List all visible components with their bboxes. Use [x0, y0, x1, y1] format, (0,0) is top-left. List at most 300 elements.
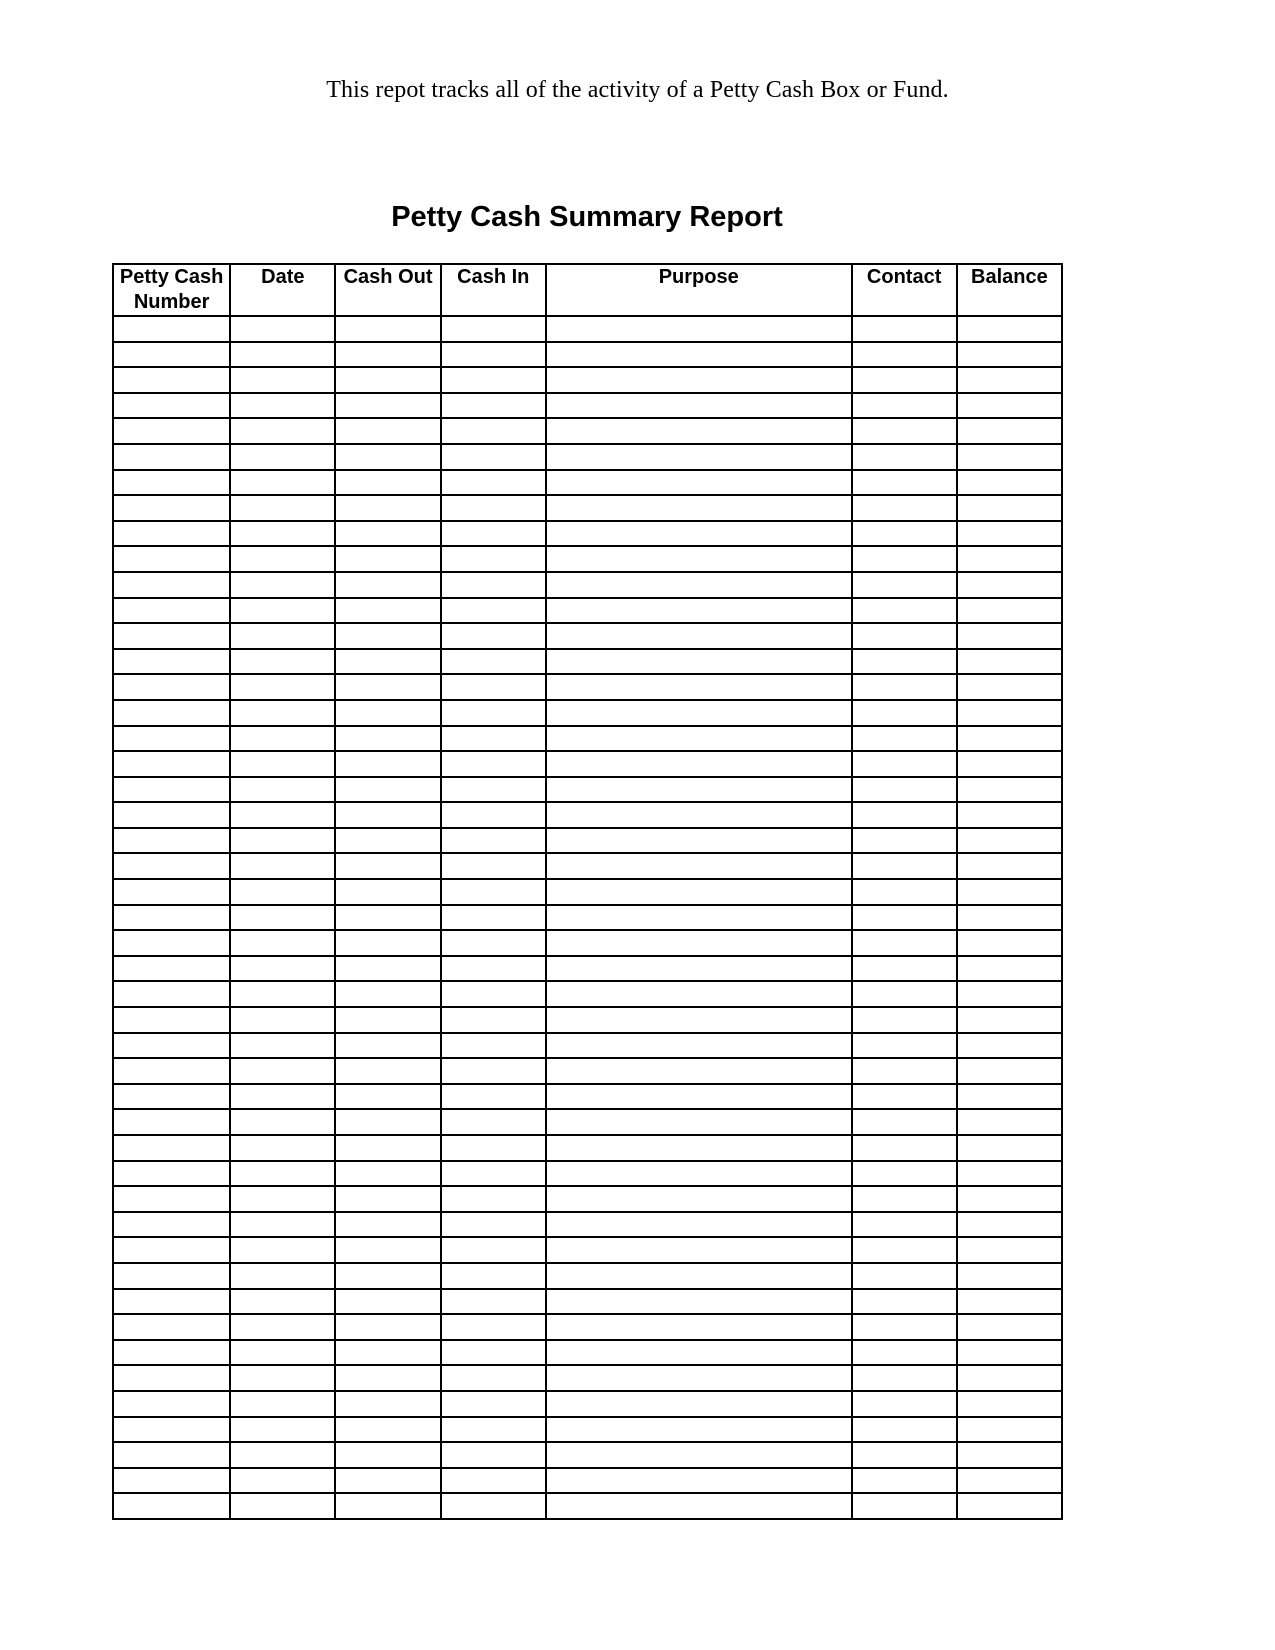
- table-cell-date[interactable]: [230, 1314, 335, 1340]
- table-cell-contact[interactable]: [852, 853, 957, 879]
- table-cell-number[interactable]: [113, 367, 230, 393]
- table-cell-number[interactable]: [113, 1161, 230, 1187]
- table-cell-contact[interactable]: [852, 1084, 957, 1110]
- table-cell-number[interactable]: [113, 1212, 230, 1238]
- table-cell-date[interactable]: [230, 367, 335, 393]
- table-cell-cash-in[interactable]: [441, 1340, 546, 1366]
- table-cell-cash-in[interactable]: [441, 1365, 546, 1391]
- table-cell-number[interactable]: [113, 598, 230, 624]
- table-cell-purpose[interactable]: [546, 1391, 852, 1417]
- table-cell-cash-in[interactable]: [441, 316, 546, 342]
- table-cell-balance[interactable]: [957, 495, 1062, 521]
- table-cell-purpose[interactable]: [546, 470, 852, 496]
- table-cell-balance[interactable]: [957, 546, 1062, 572]
- table-cell-contact[interactable]: [852, 1109, 957, 1135]
- table-cell-contact[interactable]: [852, 1417, 957, 1443]
- table-cell-number[interactable]: [113, 1186, 230, 1212]
- table-cell-contact[interactable]: [852, 1442, 957, 1468]
- table-cell-purpose[interactable]: [546, 316, 852, 342]
- table-cell-contact[interactable]: [852, 777, 957, 803]
- table-cell-number[interactable]: [113, 981, 230, 1007]
- table-cell-number[interactable]: [113, 572, 230, 598]
- table-cell-cash-in[interactable]: [441, 828, 546, 854]
- table-cell-number[interactable]: [113, 1084, 230, 1110]
- table-cell-number[interactable]: [113, 828, 230, 854]
- table-cell-balance[interactable]: [957, 393, 1062, 419]
- table-cell-cash-out[interactable]: [335, 956, 440, 982]
- table-cell-cash-out[interactable]: [335, 1365, 440, 1391]
- table-cell-purpose[interactable]: [546, 1314, 852, 1340]
- table-cell-purpose[interactable]: [546, 751, 852, 777]
- table-cell-balance[interactable]: [957, 700, 1062, 726]
- table-cell-number[interactable]: [113, 649, 230, 675]
- table-cell-cash-in[interactable]: [441, 546, 546, 572]
- table-cell-number[interactable]: [113, 751, 230, 777]
- table-cell-contact[interactable]: [852, 572, 957, 598]
- table-cell-balance[interactable]: [957, 1289, 1062, 1315]
- table-cell-contact[interactable]: [852, 674, 957, 700]
- table-cell-purpose[interactable]: [546, 1493, 852, 1519]
- table-cell-contact[interactable]: [852, 1391, 957, 1417]
- table-cell-contact[interactable]: [852, 1007, 957, 1033]
- table-cell-purpose[interactable]: [546, 546, 852, 572]
- table-cell-purpose[interactable]: [546, 1186, 852, 1212]
- table-cell-cash-in[interactable]: [441, 853, 546, 879]
- table-cell-cash-in[interactable]: [441, 674, 546, 700]
- table-cell-balance[interactable]: [957, 777, 1062, 803]
- table-cell-cash-in[interactable]: [441, 418, 546, 444]
- table-cell-cash-in[interactable]: [441, 1468, 546, 1494]
- table-cell-number[interactable]: [113, 1442, 230, 1468]
- table-cell-number[interactable]: [113, 1391, 230, 1417]
- table-cell-cash-out[interactable]: [335, 649, 440, 675]
- table-cell-balance[interactable]: [957, 879, 1062, 905]
- table-cell-number[interactable]: [113, 1417, 230, 1443]
- table-cell-purpose[interactable]: [546, 981, 852, 1007]
- table-cell-contact[interactable]: [852, 521, 957, 547]
- table-cell-date[interactable]: [230, 316, 335, 342]
- table-cell-cash-in[interactable]: [441, 393, 546, 419]
- table-cell-date[interactable]: [230, 1212, 335, 1238]
- table-cell-cash-in[interactable]: [441, 342, 546, 368]
- table-cell-cash-out[interactable]: [335, 1340, 440, 1366]
- table-cell-contact[interactable]: [852, 751, 957, 777]
- table-cell-purpose[interactable]: [546, 700, 852, 726]
- table-cell-cash-in[interactable]: [441, 879, 546, 905]
- table-cell-date[interactable]: [230, 1135, 335, 1161]
- table-cell-cash-in[interactable]: [441, 726, 546, 752]
- table-cell-cash-out[interactable]: [335, 905, 440, 931]
- table-cell-balance[interactable]: [957, 1084, 1062, 1110]
- table-cell-contact[interactable]: [852, 981, 957, 1007]
- table-cell-cash-in[interactable]: [441, 444, 546, 470]
- table-cell-purpose[interactable]: [546, 572, 852, 598]
- table-cell-balance[interactable]: [957, 418, 1062, 444]
- table-cell-number[interactable]: [113, 905, 230, 931]
- table-cell-cash-out[interactable]: [335, 1442, 440, 1468]
- table-cell-balance[interactable]: [957, 444, 1062, 470]
- table-cell-cash-out[interactable]: [335, 598, 440, 624]
- table-cell-contact[interactable]: [852, 1033, 957, 1059]
- table-cell-purpose[interactable]: [546, 853, 852, 879]
- table-cell-balance[interactable]: [957, 956, 1062, 982]
- table-cell-number[interactable]: [113, 1468, 230, 1494]
- table-cell-date[interactable]: [230, 674, 335, 700]
- table-cell-balance[interactable]: [957, 674, 1062, 700]
- table-cell-purpose[interactable]: [546, 828, 852, 854]
- table-cell-date[interactable]: [230, 879, 335, 905]
- table-cell-cash-in[interactable]: [441, 1493, 546, 1519]
- table-cell-balance[interactable]: [957, 521, 1062, 547]
- table-cell-cash-out[interactable]: [335, 828, 440, 854]
- table-cell-number[interactable]: [113, 444, 230, 470]
- table-cell-contact[interactable]: [852, 367, 957, 393]
- table-cell-balance[interactable]: [957, 1058, 1062, 1084]
- table-cell-date[interactable]: [230, 751, 335, 777]
- table-cell-cash-out[interactable]: [335, 879, 440, 905]
- table-cell-cash-out[interactable]: [335, 981, 440, 1007]
- table-cell-number[interactable]: [113, 393, 230, 419]
- table-cell-date[interactable]: [230, 1391, 335, 1417]
- table-cell-cash-out[interactable]: [335, 1212, 440, 1238]
- table-cell-balance[interactable]: [957, 316, 1062, 342]
- table-cell-balance[interactable]: [957, 367, 1062, 393]
- table-cell-cash-out[interactable]: [335, 1186, 440, 1212]
- table-cell-cash-in[interactable]: [441, 956, 546, 982]
- table-cell-date[interactable]: [230, 623, 335, 649]
- table-cell-number[interactable]: [113, 521, 230, 547]
- table-cell-contact[interactable]: [852, 546, 957, 572]
- table-cell-cash-in[interactable]: [441, 1161, 546, 1187]
- table-cell-balance[interactable]: [957, 1493, 1062, 1519]
- table-cell-cash-out[interactable]: [335, 444, 440, 470]
- table-cell-date[interactable]: [230, 418, 335, 444]
- table-cell-number[interactable]: [113, 1314, 230, 1340]
- table-cell-purpose[interactable]: [546, 879, 852, 905]
- table-cell-date[interactable]: [230, 1340, 335, 1366]
- table-cell-balance[interactable]: [957, 1237, 1062, 1263]
- table-cell-contact[interactable]: [852, 444, 957, 470]
- table-cell-date[interactable]: [230, 1109, 335, 1135]
- table-cell-purpose[interactable]: [546, 726, 852, 752]
- table-cell-balance[interactable]: [957, 1468, 1062, 1494]
- table-cell-contact[interactable]: [852, 956, 957, 982]
- table-cell-number[interactable]: [113, 956, 230, 982]
- table-cell-cash-in[interactable]: [441, 1084, 546, 1110]
- table-cell-date[interactable]: [230, 802, 335, 828]
- table-cell-balance[interactable]: [957, 1391, 1062, 1417]
- table-cell-balance[interactable]: [957, 930, 1062, 956]
- table-cell-cash-in[interactable]: [441, 1263, 546, 1289]
- table-cell-balance[interactable]: [957, 1109, 1062, 1135]
- table-cell-balance[interactable]: [957, 1161, 1062, 1187]
- table-cell-contact[interactable]: [852, 930, 957, 956]
- table-cell-balance[interactable]: [957, 853, 1062, 879]
- table-cell-cash-in[interactable]: [441, 1442, 546, 1468]
- table-cell-number[interactable]: [113, 879, 230, 905]
- table-cell-balance[interactable]: [957, 649, 1062, 675]
- table-cell-purpose[interactable]: [546, 598, 852, 624]
- table-cell-purpose[interactable]: [546, 495, 852, 521]
- table-cell-balance[interactable]: [957, 1186, 1062, 1212]
- table-cell-date[interactable]: [230, 828, 335, 854]
- table-cell-cash-in[interactable]: [441, 367, 546, 393]
- table-cell-purpose[interactable]: [546, 393, 852, 419]
- table-cell-balance[interactable]: [957, 1007, 1062, 1033]
- table-cell-date[interactable]: [230, 546, 335, 572]
- table-cell-number[interactable]: [113, 546, 230, 572]
- table-cell-cash-in[interactable]: [441, 572, 546, 598]
- table-cell-number[interactable]: [113, 1263, 230, 1289]
- table-cell-balance[interactable]: [957, 751, 1062, 777]
- table-cell-date[interactable]: [230, 956, 335, 982]
- table-cell-contact[interactable]: [852, 905, 957, 931]
- table-cell-number[interactable]: [113, 700, 230, 726]
- table-cell-purpose[interactable]: [546, 649, 852, 675]
- table-cell-date[interactable]: [230, 1493, 335, 1519]
- table-cell-balance[interactable]: [957, 598, 1062, 624]
- table-cell-cash-in[interactable]: [441, 598, 546, 624]
- table-cell-cash-in[interactable]: [441, 521, 546, 547]
- table-cell-number[interactable]: [113, 1365, 230, 1391]
- table-cell-cash-out[interactable]: [335, 1084, 440, 1110]
- table-cell-balance[interactable]: [957, 802, 1062, 828]
- table-cell-cash-out[interactable]: [335, 470, 440, 496]
- table-cell-contact[interactable]: [852, 1289, 957, 1315]
- table-cell-balance[interactable]: [957, 828, 1062, 854]
- table-cell-cash-out[interactable]: [335, 342, 440, 368]
- table-cell-cash-in[interactable]: [441, 623, 546, 649]
- table-cell-purpose[interactable]: [546, 956, 852, 982]
- table-cell-purpose[interactable]: [546, 1135, 852, 1161]
- table-cell-cash-in[interactable]: [441, 1391, 546, 1417]
- table-cell-balance[interactable]: [957, 1314, 1062, 1340]
- table-cell-purpose[interactable]: [546, 1033, 852, 1059]
- table-cell-number[interactable]: [113, 1493, 230, 1519]
- table-cell-date[interactable]: [230, 1365, 335, 1391]
- table-cell-purpose[interactable]: [546, 444, 852, 470]
- table-cell-date[interactable]: [230, 342, 335, 368]
- table-cell-balance[interactable]: [957, 1340, 1062, 1366]
- table-cell-balance[interactable]: [957, 1212, 1062, 1238]
- table-cell-date[interactable]: [230, 1058, 335, 1084]
- table-cell-cash-out[interactable]: [335, 495, 440, 521]
- table-cell-cash-out[interactable]: [335, 521, 440, 547]
- table-cell-date[interactable]: [230, 1084, 335, 1110]
- table-cell-date[interactable]: [230, 1468, 335, 1494]
- table-cell-cash-out[interactable]: [335, 802, 440, 828]
- table-cell-cash-out[interactable]: [335, 1109, 440, 1135]
- table-cell-number[interactable]: [113, 342, 230, 368]
- table-cell-cash-out[interactable]: [335, 777, 440, 803]
- table-cell-date[interactable]: [230, 444, 335, 470]
- table-cell-date[interactable]: [230, 1033, 335, 1059]
- table-cell-number[interactable]: [113, 1237, 230, 1263]
- table-cell-cash-in[interactable]: [441, 1007, 546, 1033]
- table-cell-cash-in[interactable]: [441, 802, 546, 828]
- table-cell-cash-in[interactable]: [441, 1314, 546, 1340]
- table-cell-purpose[interactable]: [546, 1161, 852, 1187]
- table-cell-cash-out[interactable]: [335, 853, 440, 879]
- table-cell-balance[interactable]: [957, 1033, 1062, 1059]
- table-cell-cash-in[interactable]: [441, 905, 546, 931]
- table-cell-cash-out[interactable]: [335, 623, 440, 649]
- table-cell-date[interactable]: [230, 1007, 335, 1033]
- table-cell-contact[interactable]: [852, 1468, 957, 1494]
- table-cell-cash-in[interactable]: [441, 1109, 546, 1135]
- table-cell-balance[interactable]: [957, 905, 1062, 931]
- table-cell-cash-out[interactable]: [335, 1135, 440, 1161]
- table-cell-cash-in[interactable]: [441, 751, 546, 777]
- table-cell-number[interactable]: [113, 1058, 230, 1084]
- table-cell-date[interactable]: [230, 930, 335, 956]
- table-cell-cash-in[interactable]: [441, 470, 546, 496]
- table-cell-contact[interactable]: [852, 1314, 957, 1340]
- table-cell-contact[interactable]: [852, 828, 957, 854]
- table-cell-contact[interactable]: [852, 316, 957, 342]
- table-cell-cash-in[interactable]: [441, 700, 546, 726]
- table-cell-purpose[interactable]: [546, 1109, 852, 1135]
- table-cell-purpose[interactable]: [546, 777, 852, 803]
- table-cell-date[interactable]: [230, 393, 335, 419]
- table-cell-cash-out[interactable]: [335, 1417, 440, 1443]
- table-cell-balance[interactable]: [957, 1135, 1062, 1161]
- table-cell-cash-in[interactable]: [441, 1058, 546, 1084]
- table-cell-contact[interactable]: [852, 393, 957, 419]
- table-cell-contact[interactable]: [852, 1161, 957, 1187]
- table-cell-contact[interactable]: [852, 1493, 957, 1519]
- table-cell-number[interactable]: [113, 495, 230, 521]
- table-cell-purpose[interactable]: [546, 1058, 852, 1084]
- table-cell-purpose[interactable]: [546, 1212, 852, 1238]
- table-cell-cash-in[interactable]: [441, 1417, 546, 1443]
- table-cell-contact[interactable]: [852, 1186, 957, 1212]
- table-cell-purpose[interactable]: [546, 1468, 852, 1494]
- table-cell-purpose[interactable]: [546, 1442, 852, 1468]
- table-cell-balance[interactable]: [957, 470, 1062, 496]
- table-cell-date[interactable]: [230, 470, 335, 496]
- table-cell-balance[interactable]: [957, 1417, 1062, 1443]
- table-cell-contact[interactable]: [852, 495, 957, 521]
- table-cell-cash-out[interactable]: [335, 1391, 440, 1417]
- table-cell-number[interactable]: [113, 777, 230, 803]
- table-cell-contact[interactable]: [852, 470, 957, 496]
- table-cell-cash-out[interactable]: [335, 1314, 440, 1340]
- table-cell-purpose[interactable]: [546, 930, 852, 956]
- table-cell-purpose[interactable]: [546, 418, 852, 444]
- table-cell-purpose[interactable]: [546, 342, 852, 368]
- table-cell-date[interactable]: [230, 1237, 335, 1263]
- table-cell-cash-in[interactable]: [441, 1289, 546, 1315]
- table-cell-cash-out[interactable]: [335, 726, 440, 752]
- table-cell-cash-in[interactable]: [441, 495, 546, 521]
- table-cell-cash-in[interactable]: [441, 1237, 546, 1263]
- table-cell-contact[interactable]: [852, 1212, 957, 1238]
- table-cell-purpose[interactable]: [546, 1417, 852, 1443]
- table-cell-date[interactable]: [230, 649, 335, 675]
- table-cell-contact[interactable]: [852, 802, 957, 828]
- table-cell-cash-in[interactable]: [441, 649, 546, 675]
- table-cell-date[interactable]: [230, 777, 335, 803]
- table-cell-cash-out[interactable]: [335, 930, 440, 956]
- table-cell-number[interactable]: [113, 1007, 230, 1033]
- table-cell-cash-in[interactable]: [441, 1033, 546, 1059]
- table-cell-cash-out[interactable]: [335, 1263, 440, 1289]
- table-cell-contact[interactable]: [852, 1058, 957, 1084]
- table-cell-purpose[interactable]: [546, 1340, 852, 1366]
- table-cell-purpose[interactable]: [546, 367, 852, 393]
- table-cell-contact[interactable]: [852, 418, 957, 444]
- table-cell-cash-out[interactable]: [335, 367, 440, 393]
- table-cell-contact[interactable]: [852, 623, 957, 649]
- table-cell-contact[interactable]: [852, 1237, 957, 1263]
- table-cell-cash-out[interactable]: [335, 393, 440, 419]
- table-cell-number[interactable]: [113, 316, 230, 342]
- table-cell-date[interactable]: [230, 1186, 335, 1212]
- table-cell-cash-in[interactable]: [441, 981, 546, 1007]
- table-cell-date[interactable]: [230, 495, 335, 521]
- table-cell-purpose[interactable]: [546, 802, 852, 828]
- table-cell-number[interactable]: [113, 418, 230, 444]
- table-cell-cash-out[interactable]: [335, 1493, 440, 1519]
- table-cell-number[interactable]: [113, 470, 230, 496]
- table-cell-cash-out[interactable]: [335, 700, 440, 726]
- table-cell-cash-out[interactable]: [335, 1161, 440, 1187]
- table-cell-contact[interactable]: [852, 598, 957, 624]
- table-cell-purpose[interactable]: [546, 1289, 852, 1315]
- table-cell-purpose[interactable]: [546, 623, 852, 649]
- table-cell-contact[interactable]: [852, 342, 957, 368]
- table-cell-date[interactable]: [230, 700, 335, 726]
- table-cell-purpose[interactable]: [546, 905, 852, 931]
- table-cell-date[interactable]: [230, 1442, 335, 1468]
- table-cell-contact[interactable]: [852, 700, 957, 726]
- table-cell-number[interactable]: [113, 802, 230, 828]
- table-cell-date[interactable]: [230, 853, 335, 879]
- table-cell-cash-in[interactable]: [441, 930, 546, 956]
- table-cell-date[interactable]: [230, 1263, 335, 1289]
- table-cell-number[interactable]: [113, 853, 230, 879]
- table-cell-cash-out[interactable]: [335, 546, 440, 572]
- table-cell-cash-out[interactable]: [335, 316, 440, 342]
- table-cell-cash-out[interactable]: [335, 674, 440, 700]
- table-cell-contact[interactable]: [852, 1340, 957, 1366]
- table-cell-number[interactable]: [113, 623, 230, 649]
- table-cell-balance[interactable]: [957, 981, 1062, 1007]
- table-cell-cash-in[interactable]: [441, 1212, 546, 1238]
- table-cell-contact[interactable]: [852, 1135, 957, 1161]
- table-cell-cash-out[interactable]: [335, 1289, 440, 1315]
- table-cell-number[interactable]: [113, 726, 230, 752]
- table-cell-date[interactable]: [230, 1417, 335, 1443]
- table-cell-date[interactable]: [230, 726, 335, 752]
- table-cell-purpose[interactable]: [546, 1365, 852, 1391]
- table-cell-date[interactable]: [230, 521, 335, 547]
- table-cell-purpose[interactable]: [546, 1084, 852, 1110]
- table-cell-cash-in[interactable]: [441, 1186, 546, 1212]
- table-cell-contact[interactable]: [852, 649, 957, 675]
- table-cell-date[interactable]: [230, 598, 335, 624]
- table-cell-number[interactable]: [113, 1135, 230, 1161]
- table-cell-balance[interactable]: [957, 1365, 1062, 1391]
- table-cell-date[interactable]: [230, 1161, 335, 1187]
- table-cell-contact[interactable]: [852, 1263, 957, 1289]
- table-cell-balance[interactable]: [957, 1442, 1062, 1468]
- table-cell-number[interactable]: [113, 930, 230, 956]
- table-cell-cash-out[interactable]: [335, 1237, 440, 1263]
- table-cell-cash-out[interactable]: [335, 1007, 440, 1033]
- table-cell-balance[interactable]: [957, 572, 1062, 598]
